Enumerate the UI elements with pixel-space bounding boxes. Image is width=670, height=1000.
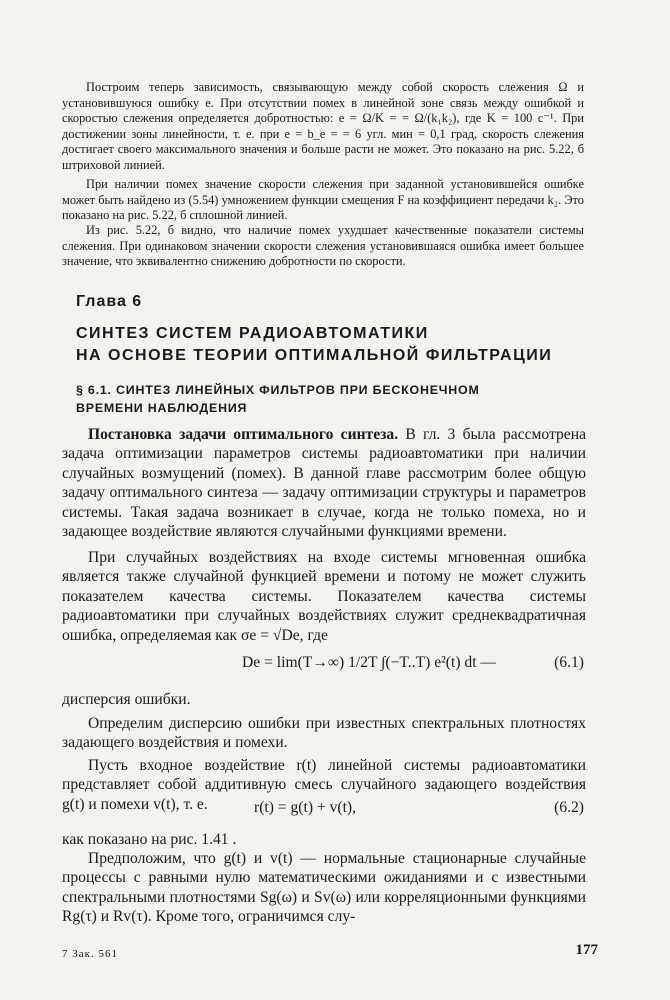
paragraph-1 xyxy=(62,425,586,541)
paragraph-text: Предположим, что g(t) и v(t) — нормальные стационарные случайные процессы с равными нулю математическими ожиданиями и с известными спектральными плотностями Sg(ω) и Sv(ω) или корреляционными функциями Rg(τ) и Rv(τ). Кроме того, ограничимся слу- xyxy=(62,850,586,926)
section-title-line-2: ВРЕМЕНИ НАБЛЮДЕНИЯ xyxy=(76,401,248,415)
equation-number: (6.1) xyxy=(554,654,584,671)
paragraph-body: В гл. 3 была рассмотрена задача оптимизации параметров системы радиоавтоматики при наличии случайных возмущений (помех). В данной главе рассмотрим более общую задачу оптимального синтеза — задачу оптимизации структуры и параметров системы. Такая задача возникает в случае, когда не только помеха, но и задающее воздействие являются случайными функциями времени. xyxy=(62,426,586,541)
paragraph-small-3 xyxy=(62,223,584,270)
paragraph-text: как показано на рис. 1.41 . xyxy=(62,831,237,848)
section-title-line-1: § 6.1. СИНТЕЗ ЛИНЕЙНЫХ ФИЛЬТРОВ ПРИ БЕСКОНЕЧНОМ xyxy=(76,383,480,397)
equation-number: (6.2) xyxy=(554,799,584,816)
paragraph-2 xyxy=(62,548,586,645)
paragraph-text: Определим дисперсию ошибки при известных спектральных плотностях задающего воздействия и помехи. xyxy=(62,715,586,752)
paragraph-6 xyxy=(62,830,586,849)
paragraph-small-1 xyxy=(62,80,584,174)
chapter-title xyxy=(76,323,596,367)
paragraph-small-2 xyxy=(62,177,584,224)
equation-expression: r(t) = g(t) + v(t), xyxy=(254,799,357,816)
paragraph-text: Пусть входное воздействие r(t) линейной системы радиоавтоматики представляет собой аддитивную смесь случайного задающего воздействия g(t) и помехи v(t), т. е. xyxy=(62,757,586,813)
section-title xyxy=(76,381,596,417)
chapter-title-line-2: НА ОСНОВЕ ТЕОРИИ ОПТИМАЛЬНОЙ ФИЛЬТРАЦИИ xyxy=(76,347,553,364)
printer-signature: 7 Зак. 561 xyxy=(62,948,118,960)
equation-expression: De = lim(T→∞) 1/2T ∫(−T..T) e²(t) dt — xyxy=(242,654,497,671)
equation-6-2 xyxy=(62,799,586,823)
paragraph-text: Из рис. 5.22, б видно, что наличие помех ухудшает качественные показатели системы слежения. При одинаковом значении скорости слежения установившаяся ошибка имеет большее значение, что эквивалентно снижению добротности по скорости. xyxy=(62,223,584,269)
paragraph-text xyxy=(62,425,586,541)
chapter-title-line-1: СИНТЕЗ СИСТЕМ РАДИОАВТОМАТИКИ xyxy=(76,325,429,342)
paragraph-3 xyxy=(62,690,586,709)
page-number: 177 xyxy=(575,942,598,958)
paragraph-text: дисперсия ошибки. xyxy=(62,691,191,708)
paragraph-7 xyxy=(62,849,586,927)
paragraph-text: Построим теперь зависимость, связывающую между собой скорость слежения Ω и установившуюся ошибку e. При отсутствии помех в линейной зоне связь между ошибкой и скоростью слежения определяется добротностью: e = Ω/K = = Ω/(k₁k₂), где K = 100 с⁻¹. При достижении зоны линейности, т. е. при e = b_e = = 6 угл. мин = 0,1 град, скорость слежения достигает своего максимального значения и больше расти не может. Это показано на рис. 5.22, б штриховой линией. xyxy=(62,80,584,172)
paragraph-text: При случайных воздействиях на входе системы мгновенная ошибка является также случайной функцией времени и потому не может служить показателем качества системы. Показателем качества системы радиоавтоматики при случайных воздействиях служит среднеквадратичная ошибка, определяемая как σe = √De, где xyxy=(62,549,586,644)
paragraph-4 xyxy=(62,714,586,753)
paragraph-text: При наличии помех значение скорости слежения при заданной установившейся ошибке может быть найдено из (5.54) умножением функции смещения F на коэффициент передачи k₂. Это показано на рис. 5.22, б сплошной линией. xyxy=(62,177,584,223)
chapter-label: Глава 6 xyxy=(76,293,143,310)
paragraph-lead: Постановка задачи оптимального синтеза. xyxy=(88,426,399,443)
